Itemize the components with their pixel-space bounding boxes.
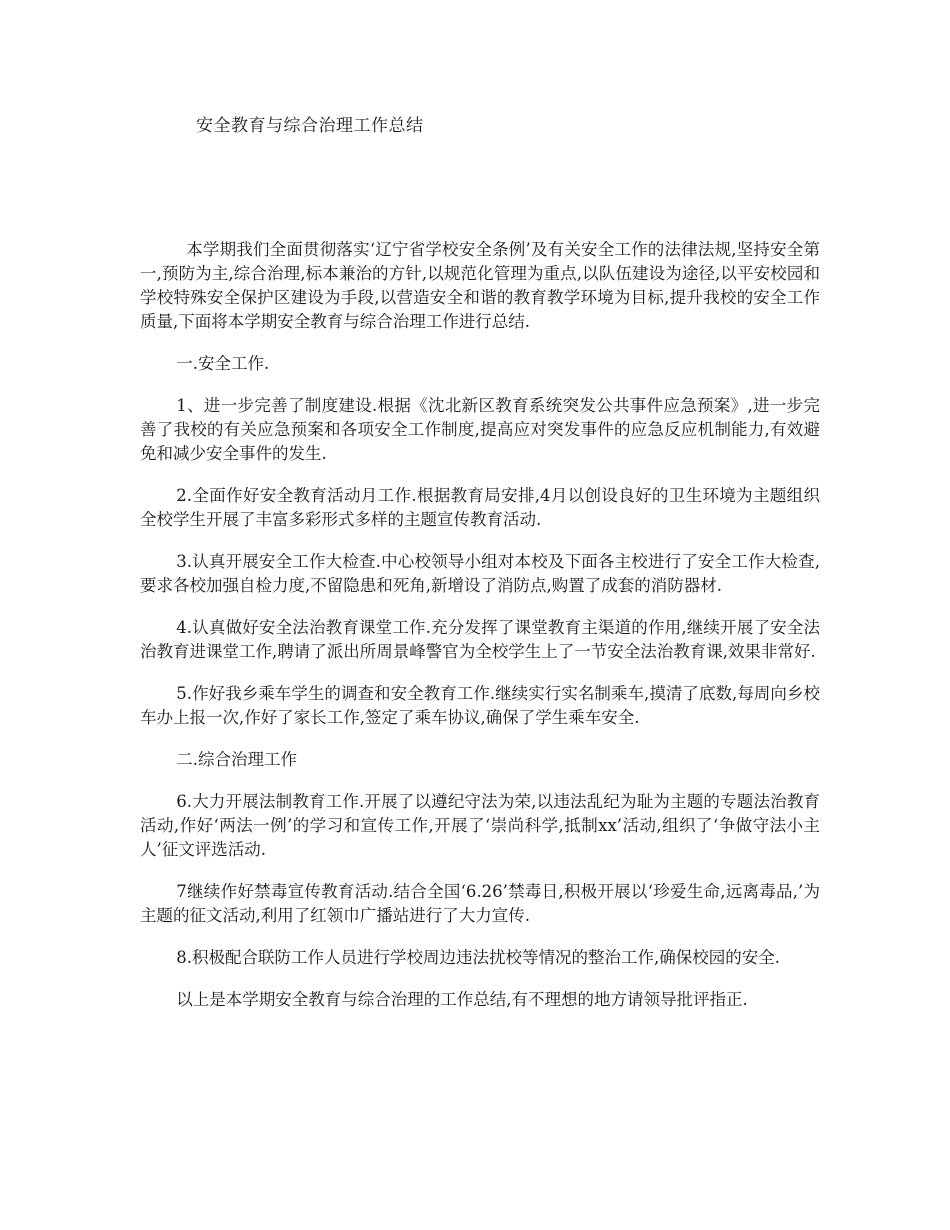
- item-4-paragraph: 4.认真做好安全法治教育课堂工作.充分发挥了课堂教育主渠道的作用,继续开展了安全法治教育进课堂工作,聘请了派出所周景峰警官为全校学生上了一节安全法治教育课,效果非常好.: [140, 618, 820, 661]
- item-1-paragraph: 1、进一步完善了制度建设.根据《沈北新区教育系统突发公共事件应急预案》,进一步完善了我校的有关应急预案和各项安全工作制度,提高应对突发事件的应急反应机制能力,有效避免和减少安全事件的发生.: [140, 396, 820, 463]
- section-heading-safety: 一.安全工作.: [176, 354, 270, 373]
- section-heading-governance: 二.综合治理工作: [176, 750, 298, 769]
- document-title: 安全教育与综合治理工作总结: [196, 116, 424, 136]
- item-3-paragraph: 3.认真开展安全工作大检查.中心校领导小组对本校及下面各主校进行了安全工作大检查,要求各校加强自检力度,不留隐患和死角,新增设了消防点,购置了成套的消防器材.: [140, 552, 820, 595]
- intro-paragraph: 本学期我们全面贯彻落实‘辽宁省学校安全条例’及有关安全工作的法律法规,坚持安全第一,预防为主,综合治理,标本兼治的方针,以规范化管理为重点,以队伍建设为途径,以平安校园和学校特殊安全保护区建设为手段,以营造安全和谐的教育教学环境为目标,提升我校的安全工作质量,下面将本学期安全教育与综合治理工作进行总结.: [140, 240, 820, 331]
- item-6-paragraph: 6.大力开展法制教育工作.开展了以遵纪守法为荣,以违法乱纪为耻为主题的专题法治教育活动,作好‘两法一例’的学习和宣传工作,开展了‘崇尚科学,抵制xx’活动,组织了‘争做守法小主人’征文评选活动.: [140, 792, 820, 859]
- document-body: [140, 238, 820, 1030]
- item-2-paragraph: 2.全面作好安全教育活动月工作.根据教育局安排,4月以创设良好的卫生环境为主题组织全校学生开展了丰富多彩形式多样的主题宣传教育活动.: [140, 486, 820, 529]
- conclusion-paragraph: 以上是本学期安全教育与综合治理的工作总结,有不理想的地方请领导批评指正.: [176, 990, 748, 1009]
- item-8-paragraph: 8.积极配合联防工作人员进行学校周边违法扰校等情况的整治工作,确保校园的安全.: [176, 948, 781, 967]
- item-7-paragraph: 7继续作好禁毒宣传教育活动.结合全国‘6.26’禁毒日,积极开展以‘珍爱生命,远离毒品,’为主题的征文活动,利用了红领巾广播站进行了大力宣传.: [140, 882, 820, 925]
- item-5-paragraph: 5.作好我乡乘车学生的调查和安全教育工作.继续实行实名制乘车,摸清了底数,每周向乡校车办上报一次,作好了家长工作,签定了乘车协议,确保了学生乘车安全.: [140, 684, 820, 727]
